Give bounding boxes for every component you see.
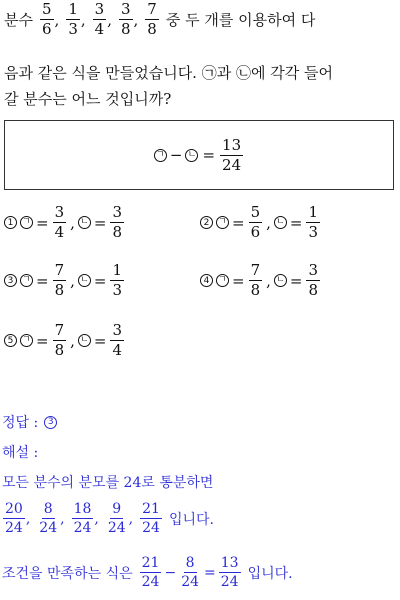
choice-1[interactable]: 1 ㄱ = $\frac{3}{4}$ , ㄴ = $\frac{3}{8}$ (4, 205, 125, 240)
choice-a-fraction: $\frac{5}{6}$ (250, 203, 261, 241)
solution-line-2: $\frac{20}{24}$ , $\frac{8}{24}$ , $\frac{18}{24}$ , $\frac{9}{24}$ , $\frac{21}{24}$ 입니다. (5, 501, 214, 536)
solution-line-3 (2, 556, 293, 589)
choice-b-fraction: $\frac{1}{3}$ (308, 203, 319, 241)
equals-sign: = (202, 146, 216, 164)
circle-b-icon: ㄴ (78, 334, 91, 347)
final-fraction-a: $\frac{21}{24}$ (141, 555, 160, 590)
choice-a-fraction: $\frac{3}{4}$ (54, 203, 65, 241)
final-fraction-b: $\frac{8}{24}$ (181, 555, 200, 590)
answer-label: 정답 : (2, 415, 39, 431)
choice-number: 5 (4, 334, 17, 347)
choice-b-fraction: $\frac{3}{8}$ (308, 261, 319, 299)
question-line-1: 분수 $\frac{5}{6}$ , $\frac{1}{3}$ , $\frac{3}{4}$ , $\frac{3}{8}$ , $\frac{7}{8}$ 중 두 개를 이용하여 다 (4, 0, 316, 38)
question-suffix: 중 두 개를 이용하여 다 (165, 11, 316, 29)
explanation-label: 해설 : (2, 445, 39, 461)
fraction-7-8: $\frac{7}{8}$ (147, 0, 157, 38)
circle-a-icon: ㄱ (216, 274, 229, 287)
circle-a-icon: ㄱ (216, 216, 229, 229)
circle-b-icon: ㄴ (78, 274, 91, 287)
circle-b-icon: ㄴ (185, 149, 198, 162)
question-line-2: 음과 같은 식을 만들었습니다. ㉠과 ㉡에 각각 들어 (4, 64, 333, 82)
fraction-5-6: $\frac{5}{6}$ (41, 0, 52, 38)
circle-a-icon: ㄱ (20, 334, 33, 347)
common-fraction-2: $\frac{8}{24}$ (39, 501, 58, 536)
choice-b-fraction: $\frac{1}{3}$ (112, 261, 123, 299)
choice-number: 4 (200, 274, 213, 287)
final-fraction-c: $\frac{13}{24}$ (220, 555, 239, 590)
solution-line-3-prefix: 조건을 만족하는 식은 (2, 565, 133, 582)
circle-b-icon: ㄴ (274, 216, 287, 229)
choice-2[interactable]: 2 ㄱ = $\frac{5}{6}$ , ㄴ = $\frac{1}{3}$ (200, 205, 321, 240)
choice-a-fraction: $\frac{7}{8}$ (250, 261, 261, 299)
choice-5[interactable]: 5 ㄱ = $\frac{7}{8}$ , ㄴ = $\frac{3}{4}$ (4, 323, 125, 358)
choice-a-fraction: $\frac{7}{8}$ (54, 261, 65, 299)
answer-value: 3 (44, 416, 57, 429)
equation-box (4, 120, 394, 190)
choice-number: 1 (4, 216, 17, 229)
answer-line (2, 412, 57, 432)
equation-result: $\frac{13}{24}$ (222, 135, 242, 174)
common-fraction-3: $\frac{18}{24}$ (73, 501, 92, 536)
choice-b-fraction: $\frac{3}{4}$ (112, 321, 123, 359)
choice-3[interactable]: 3 ㄱ = $\frac{7}{8}$ , ㄴ = $\frac{1}{3}$ (4, 263, 125, 298)
fraction-1-3: $\frac{1}{3}$ (68, 0, 78, 38)
choice-number: 3 (4, 274, 17, 287)
final-minus: − (164, 564, 177, 581)
circle-a-icon: ㄱ (20, 274, 33, 287)
circle-a-icon: ㄱ (20, 216, 33, 229)
common-fraction-1: $\frac{20}{24}$ (5, 501, 23, 536)
fraction-3-8: $\frac{3}{8}$ (120, 0, 131, 38)
choice-a-fraction: $\frac{7}{8}$ (54, 321, 65, 359)
circle-b-icon: ㄴ (274, 274, 287, 287)
choice-b-fraction: $\frac{3}{8}$ (112, 203, 123, 241)
circle-a-icon: ㄱ (154, 149, 167, 162)
solution-line-1: 모든 분수의 분모를 24로 통분하면 (2, 475, 214, 491)
question-line-3: 갈 분수는 어느 것입니까? (4, 90, 172, 108)
circle-b-icon: ㄴ (78, 216, 91, 229)
common-fraction-5: $\frac{21}{24}$ (142, 501, 160, 536)
final-equals: = (204, 564, 216, 581)
minus-sign: − (169, 146, 183, 164)
common-fraction-4: $\frac{9}{24}$ (107, 501, 126, 536)
solution-line-3-suffix: 입니다. (247, 565, 293, 582)
choice-number: 2 (200, 216, 213, 229)
question-prefix: 분수 (4, 11, 33, 29)
choice-4[interactable]: 4 ㄱ = $\frac{7}{8}$ , ㄴ = $\frac{3}{8}$ (200, 263, 321, 298)
solution-line-2-suffix: 입니다. (168, 511, 214, 528)
fraction-3-4: $\frac{3}{4}$ (94, 0, 105, 38)
